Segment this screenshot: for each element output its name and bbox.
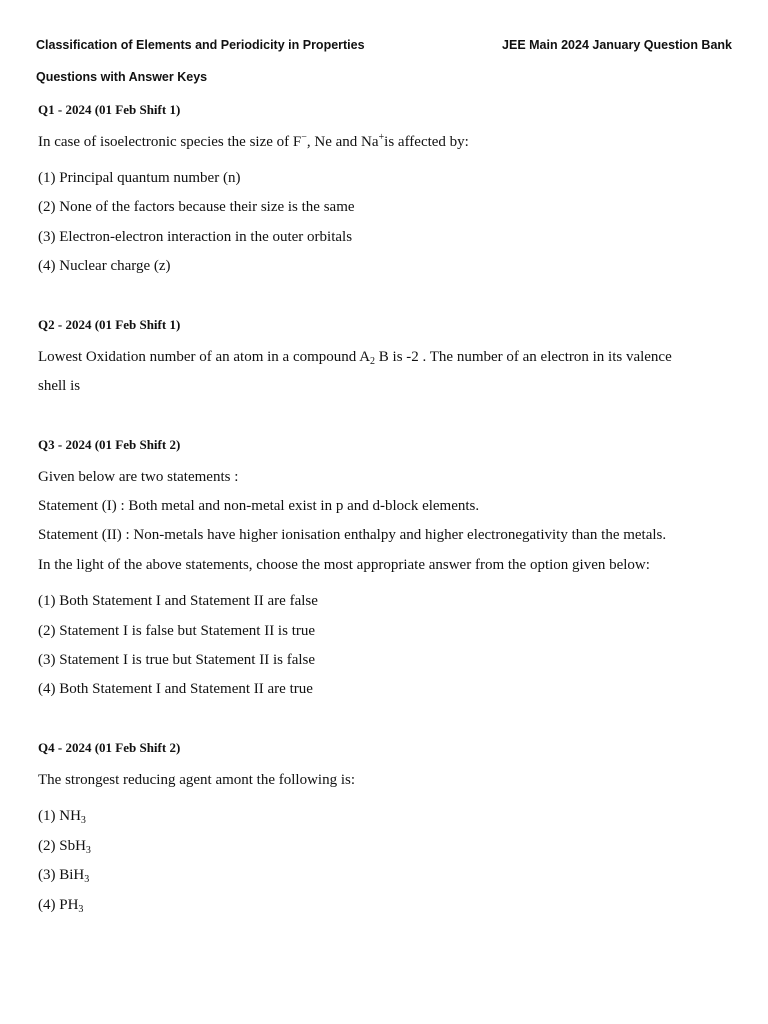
question-instruction: In the light of the above statements, choose the most appropriate answer from the option given below: <box>38 557 650 573</box>
document-subtitle: Questions with Answer Keys <box>36 70 208 84</box>
subscript: 3 <box>85 845 91 856</box>
stem-text: B is -2 . The number of an electron in its valence <box>375 349 672 365</box>
subscript: 2 <box>370 356 376 367</box>
question-stem: The strongest reducing agent amont the following is: <box>38 772 356 788</box>
answer-option: (3) Statement I is true but Statement II is false <box>38 652 316 668</box>
stem-text: In case of isoelectronic species the size of F <box>38 134 302 150</box>
answer-option: (4) Nuclear charge (z) <box>38 258 171 274</box>
answer-option: (1) Principal quantum number (n) <box>38 170 241 186</box>
question-heading: Q4 - 2024 (01 Feb Shift 2) <box>38 740 181 755</box>
stem-text: Lowest Oxidation number of an atom in a compound A <box>38 349 371 365</box>
statement-two: Statement (II) : Non-metals have higher ionisation enthalpy and higher electronegativity than the metals. <box>38 527 667 543</box>
answer-option <box>38 866 89 884</box>
document-title: Classification of Elements and Periodicity in Properties <box>36 38 365 52</box>
answer-option: (4) Both Statement I and Statement II are true <box>38 681 313 697</box>
subscript: 3 <box>80 815 86 826</box>
answer-option: (3) Electron-electron interaction in the outer orbitals <box>38 229 353 245</box>
answer-option <box>38 807 86 825</box>
answer-option <box>38 837 91 855</box>
superscript: − <box>301 132 307 143</box>
question-stem <box>38 133 469 151</box>
superscript: + <box>378 132 385 143</box>
question-heading: Q1 - 2024 (01 Feb Shift 1) <box>38 102 181 117</box>
option-text: (1) NH <box>38 808 81 824</box>
question-stem-continued: shell is <box>38 378 81 394</box>
option-text: (4) PH <box>38 897 79 913</box>
answer-option: (1) Both Statement I and Statement II are false <box>38 593 318 609</box>
option-text: (2) SbH <box>38 838 86 854</box>
answer-option: (2) None of the factors because their size is the same <box>38 199 355 215</box>
subscript: 3 <box>78 904 84 915</box>
question-line: Given below are two statements : <box>38 469 239 485</box>
statement-one: Statement (I) : Both metal and non-metal exist in p and d-block elements. <box>38 498 480 514</box>
question-stem <box>38 348 672 366</box>
stem-text: is affected by: <box>384 134 469 150</box>
subscript: 3 <box>84 874 90 885</box>
option-text: (3) BiH <box>38 867 85 883</box>
question-heading: Q2 - 2024 (01 Feb Shift 1) <box>38 317 181 332</box>
question-heading: Q3 - 2024 (01 Feb Shift 2) <box>38 437 181 452</box>
answer-option <box>38 896 83 914</box>
question-bank-title: JEE Main 2024 January Question Bank <box>502 38 732 52</box>
answer-option: (2) Statement I is false but Statement II is true <box>38 623 316 639</box>
stem-text: , Ne and Na <box>306 134 379 150</box>
